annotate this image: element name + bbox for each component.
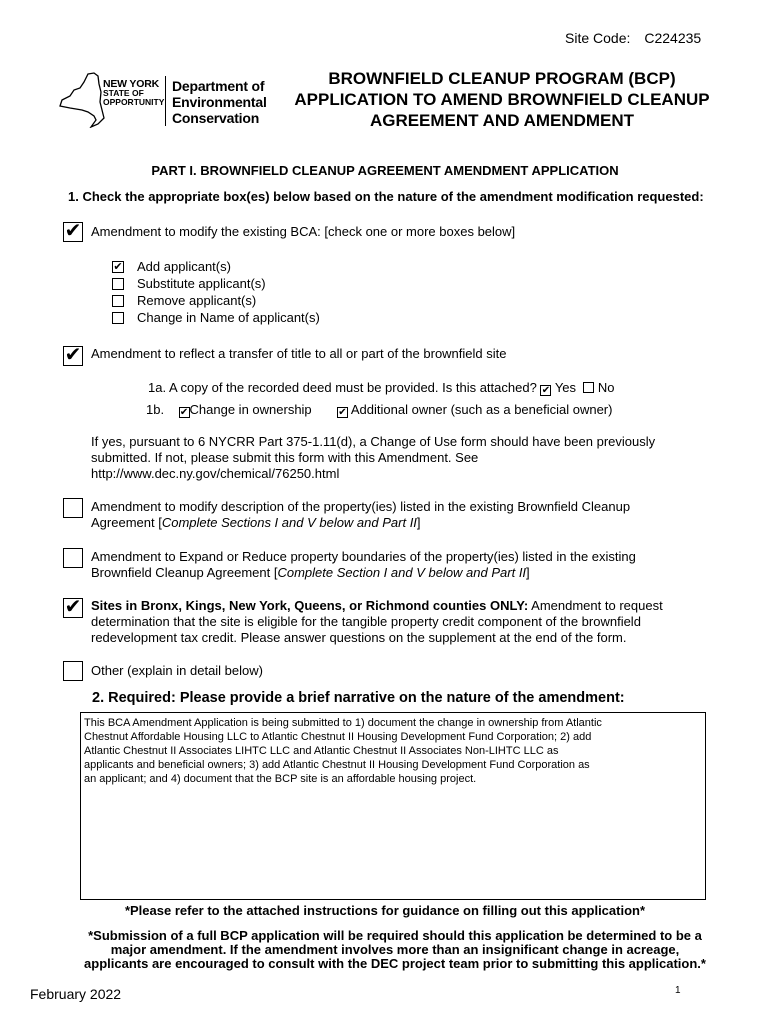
modify-description-line-1: Amendment to modify description of the property(ies) listed in the existing Brownfield Cleanup bbox=[91, 499, 631, 514]
expand-reduce-line-1: Amendment to Expand or Reduce property boundaries of the property(ies) listed in the existing bbox=[91, 549, 636, 564]
check-mark-icon: ✔ bbox=[113, 261, 123, 273]
deed-yes-checkbox[interactable] bbox=[540, 385, 551, 396]
remove-applicant-checkbox[interactable] bbox=[112, 295, 124, 307]
title-line-3: AGREEMENT AND AMENDMENT bbox=[369, 111, 635, 130]
nys-dec-logo bbox=[58, 72, 268, 132]
expand-reduce-line-2a: Brownfield Cleanup Agreement [ bbox=[91, 565, 278, 580]
state-line-2: STATE OF bbox=[103, 88, 144, 98]
other-label: Other (explain in detail below) bbox=[91, 663, 263, 678]
new-york-state-map-icon bbox=[58, 72, 106, 128]
narrative-textarea[interactable] bbox=[80, 712, 706, 900]
expand-reduce-checkbox[interactable] bbox=[63, 548, 83, 568]
narrative-line-2: Chestnut Affordable Housing LLC to Atlantic Chestnut II Housing Development Fund Corporation; 2) add bbox=[84, 731, 592, 743]
remove-applicant-label: Remove applicant(s) bbox=[137, 293, 257, 308]
deed-yes-label: Yes bbox=[554, 380, 577, 395]
deed-no-label: No bbox=[597, 380, 615, 395]
site-code-value: C224235 bbox=[644, 30, 702, 46]
instructions-note: *Please refer to the attached instructions for guidance on filling out this application* bbox=[124, 903, 646, 918]
transfer-title-checkbox[interactable] bbox=[63, 346, 83, 366]
question-1b-label: 1b. bbox=[146, 402, 165, 417]
modify-description-line-2b: Complete Sections I and V below and Part II bbox=[161, 515, 417, 530]
question-1b bbox=[146, 402, 612, 418]
check-mark-icon: ✔ bbox=[541, 385, 551, 396]
expand-reduce-line-2c: ] bbox=[526, 565, 530, 580]
check-mark-icon: ✔ bbox=[64, 220, 82, 242]
check-mark-icon: ✔ bbox=[64, 344, 82, 366]
change-name-checkbox[interactable] bbox=[112, 312, 124, 324]
dept-line-1: Department of bbox=[172, 78, 265, 94]
state-line-1: NEW YORK bbox=[103, 78, 159, 90]
form-title bbox=[282, 68, 722, 131]
change-of-use-line-2: submitted. If not, please submit this form with this Amendment. See bbox=[91, 450, 479, 465]
check-mark-icon: ✔ bbox=[64, 596, 82, 618]
title-line-1: BROWNFIELD CLEANUP PROGRAM (BCP) bbox=[328, 69, 676, 88]
substitute-applicant-checkbox[interactable] bbox=[112, 278, 124, 290]
submission-note-line-1: *Submission of a full BCP application will be required should this application be determined to be a bbox=[88, 928, 702, 943]
dept-line-3: Conservation bbox=[172, 110, 260, 126]
state-line-3: OPPORTUNITY bbox=[103, 97, 165, 107]
sites-nyc-line-3: redevelopment tax credit. Please answer questions on the supplement at the end of the form. bbox=[91, 630, 627, 645]
sites-nyc-line-2: determination that the site is eligible for the tangible property credit component of the brownfield bbox=[91, 614, 641, 629]
change-name-label: Change in Name of applicant(s) bbox=[137, 310, 320, 325]
logo-divider bbox=[165, 76, 166, 126]
change-of-use-line-1: If yes, pursuant to 6 NYCRR Part 375-1.11(d), a Change of Use form should have been previously bbox=[91, 434, 656, 449]
narrative-line-1: This BCA Amendment Application is being submitted to 1) document the change in ownership from Atlantic bbox=[84, 717, 602, 729]
modify-description-line-2a: Agreement [ bbox=[91, 515, 162, 530]
expand-reduce-label bbox=[91, 549, 636, 581]
additional-owner-label: Additional owner (such as a beneficial owner) bbox=[350, 402, 613, 417]
check-mark-icon: ✔ bbox=[338, 407, 347, 418]
submission-note-line-3: applicants are encouraged to consult with the DEC project team prior to submitting this application.* bbox=[84, 956, 706, 971]
check-mark-icon: ✔ bbox=[179, 407, 189, 418]
sites-nyc-bold: Sites in Bronx, Kings, New York, Queens, or Richmond counties ONLY: bbox=[91, 598, 529, 613]
add-applicant-checkbox[interactable] bbox=[112, 261, 124, 273]
question-1a bbox=[148, 380, 615, 396]
transfer-title-label: Amendment to reflect a transfer of title to all or part of the brownfield site bbox=[91, 346, 507, 361]
sites-nyc-checkbox[interactable] bbox=[63, 598, 83, 618]
site-code bbox=[565, 30, 701, 46]
modify-bca-checkbox[interactable] bbox=[63, 222, 83, 242]
change-ownership-label: Change in ownership bbox=[189, 402, 312, 417]
department-name bbox=[172, 78, 267, 126]
footer-date: February 2022 bbox=[30, 986, 122, 1002]
dept-line-2: Environmental bbox=[172, 94, 267, 110]
additional-owner-checkbox[interactable] bbox=[337, 407, 348, 418]
other-checkbox[interactable] bbox=[63, 661, 83, 681]
add-applicant-label: Add applicant(s) bbox=[137, 259, 231, 274]
change-of-use-link[interactable]: http://www.dec.ny.gov/chemical/76250.html bbox=[91, 466, 340, 481]
site-code-label: Site Code: bbox=[565, 30, 631, 46]
page-number: 1 bbox=[675, 985, 681, 996]
submission-note-line-2: major amendment. If the amendment involves more than an insignificant change in acreage, bbox=[110, 942, 680, 957]
state-wordmark bbox=[103, 80, 164, 107]
substitute-applicant-label: Substitute applicant(s) bbox=[137, 276, 266, 291]
modify-description-line-2c: ] bbox=[416, 515, 421, 530]
modify-description-checkbox[interactable] bbox=[63, 498, 83, 518]
expand-reduce-line-2b: Complete Section I and V below and Part II bbox=[277, 565, 527, 580]
part-title: PART I. BROWNFIELD CLEANUP AGREEMENT AMENDMENT APPLICATION bbox=[151, 163, 619, 178]
question-1a-text: 1a. A copy of the recorded deed must be provided. Is this attached? bbox=[148, 380, 537, 395]
submission-note bbox=[50, 929, 740, 971]
change-ownership-checkbox[interactable] bbox=[179, 407, 190, 418]
narrative-line-3: Atlantic Chestnut II Associates LIHTC LLC and Atlantic Chestnut II Associates Non-LIHTC LLC as bbox=[84, 745, 559, 757]
narrative-line-5: an applicant; and 4) document that the BCP site is an affordable housing project. bbox=[84, 773, 477, 785]
sites-nyc-rest: Amendment to request bbox=[528, 598, 663, 613]
modify-description-label bbox=[91, 499, 630, 531]
deed-no-checkbox[interactable] bbox=[583, 382, 594, 393]
question-1: 1. Check the appropriate box(es) below based on the nature of the amendment modification requested: bbox=[68, 189, 704, 204]
narrative-line-4: applicants and beneficial owners; 3) add Atlantic Chestnut II Housing Development Fund Corporation as bbox=[84, 759, 590, 771]
change-of-use-note bbox=[91, 434, 655, 482]
question-2: 2. Required: Please provide a brief narrative on the nature of the amendment: bbox=[92, 690, 625, 706]
sites-nyc-label bbox=[91, 598, 731, 646]
modify-bca-label: Amendment to modify the existing BCA: [check one or more boxes below] bbox=[91, 224, 516, 239]
title-line-2: APPLICATION TO AMEND BROWNFIELD CLEANUP bbox=[294, 90, 710, 109]
